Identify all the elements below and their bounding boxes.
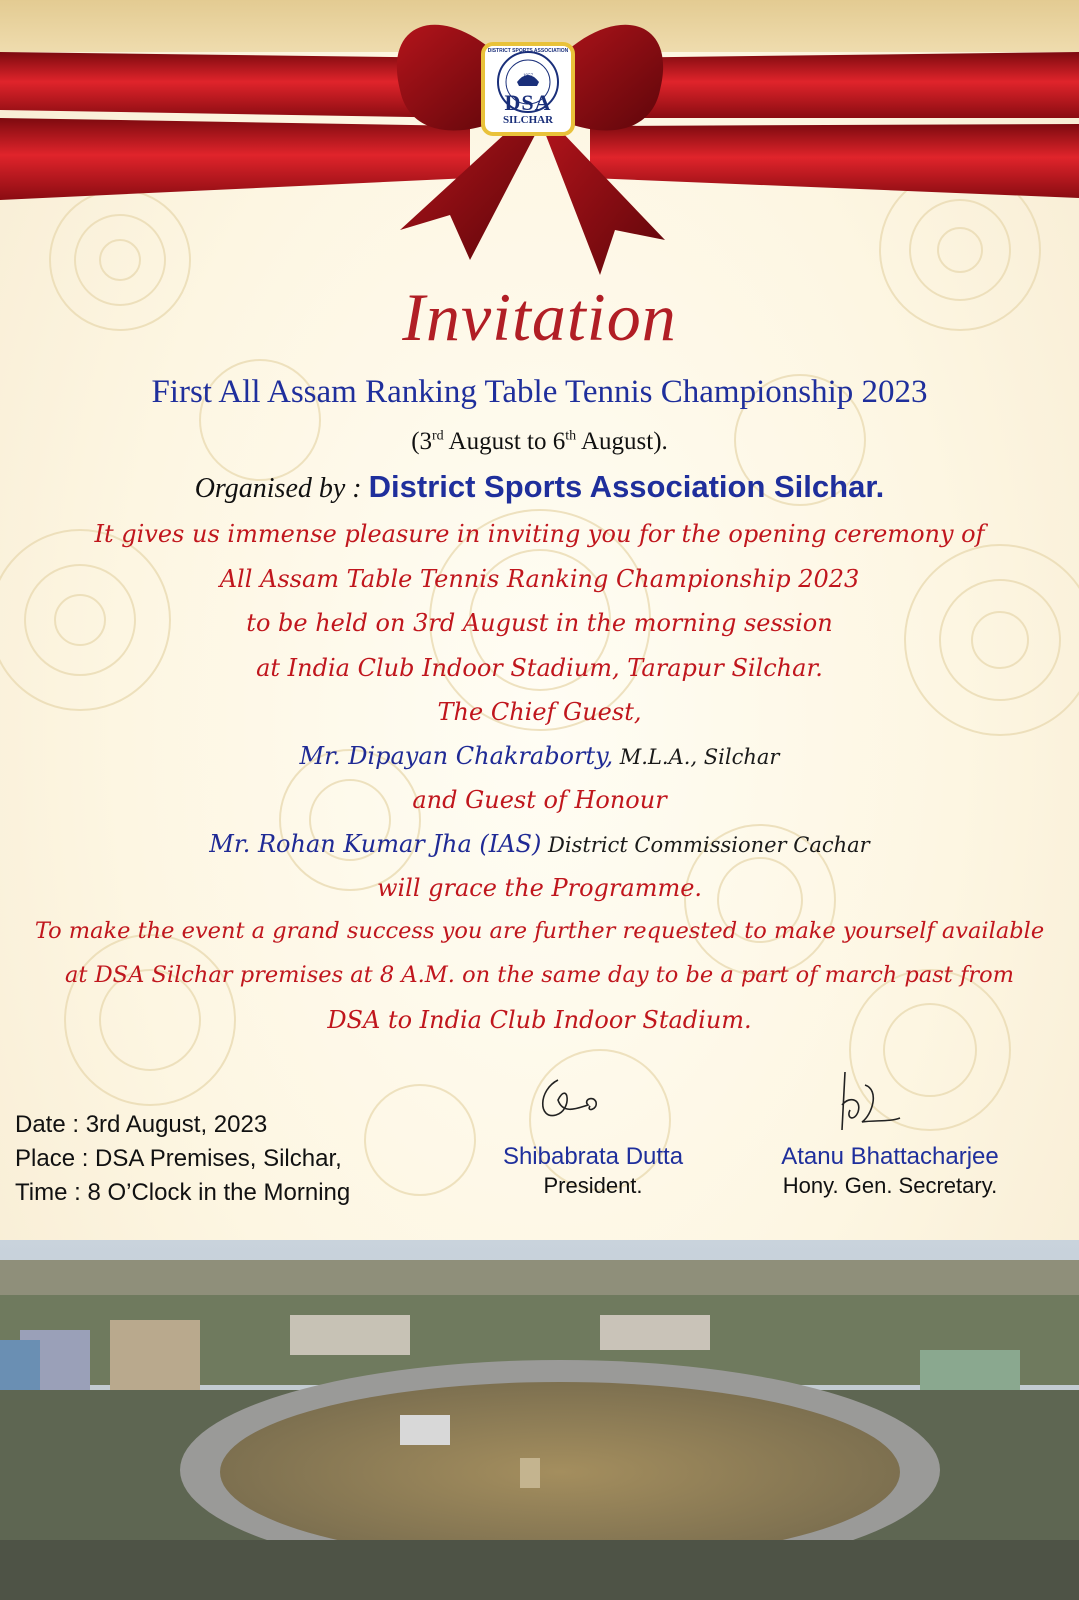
message-line-1: It gives us immense pleasure in inviting you for the opening ceremony of — [94, 520, 985, 548]
signature-secretary — [750, 1060, 1030, 1138]
chief-guest-line — [0, 742, 1079, 770]
dates-start-suffix: rd — [432, 428, 444, 444]
message-line-9: will grace the Programme. — [376, 874, 703, 902]
honour-guest-line — [0, 830, 1079, 858]
signatory-president — [478, 1060, 708, 1199]
chief-guest-name: Mr. Dipayan Chakraborty, — [299, 742, 614, 770]
logo-city: SILCHAR — [502, 114, 554, 126]
dsa-logo — [481, 42, 575, 136]
signature-president — [478, 1060, 708, 1138]
message-line-11: at DSA Silchar premises at 8 A.M. on the same day to be a part of march past from — [65, 962, 1014, 988]
organiser-line — [0, 468, 1079, 505]
organiser-label: Organised by : — [194, 473, 369, 504]
secretary-role: Hony. Gen. Secretary. — [782, 1173, 998, 1198]
message-line-12: DSA to India Club Indoor Stadium. — [327, 1006, 752, 1034]
message-line-3: to be held on 3rd August in the morning session — [246, 609, 833, 637]
event-dates — [0, 428, 1079, 456]
event-details — [15, 1108, 350, 1210]
honour-guest-name: Mr. Rohan Kumar Jha (IAS) — [209, 830, 542, 858]
svg-text:1957: 1957 — [523, 74, 533, 79]
event-title: First All Assam Ranking Table Tennis Championship 2023 — [151, 374, 928, 410]
president-role: President. — [543, 1173, 643, 1198]
chief-guest-title: M.L.A., Silchar — [613, 745, 780, 769]
president-name: Shibabrata Dutta — [502, 1143, 684, 1170]
message-line-7: and Guest of Honour — [412, 786, 667, 814]
invitation-heading: Invitation — [402, 279, 677, 355]
message-line-2: All Assam Table Tennis Ranking Championship 2023 — [219, 565, 860, 593]
dates-start: (3 — [411, 428, 433, 455]
message-line-4: at India Club Indoor Stadium, Tarapur Silchar. — [256, 654, 823, 682]
organiser-name: District Sports Association Silchar. — [368, 469, 885, 504]
dates-middle: August to 6 — [443, 428, 566, 455]
event-time: Time : 8 O’Clock in the Morning — [15, 1179, 351, 1206]
honour-guest-title: District Commissioner Cachar — [541, 833, 870, 857]
secretary-name: Atanu Bhattacharjee — [781, 1143, 999, 1170]
logo-abbr: DSA — [504, 90, 552, 115]
dates-end-suffix: th — [565, 428, 577, 444]
message-line-10: To make the event a grand success you are further requested to make yourself available — [34, 918, 1045, 944]
dates-end: August). — [576, 428, 668, 455]
event-place: Place : DSA Premises, Silchar, — [15, 1145, 342, 1172]
stadium-aerial-photo — [0, 1240, 1079, 1600]
signatory-secretary — [750, 1060, 1030, 1199]
message-line-5: The Chief Guest, — [437, 698, 642, 726]
event-date: Date : 3rd August, 2023 — [15, 1111, 268, 1138]
logo-ring-text: DISTRICT SPORTS ASSOCIATION — [487, 48, 569, 54]
